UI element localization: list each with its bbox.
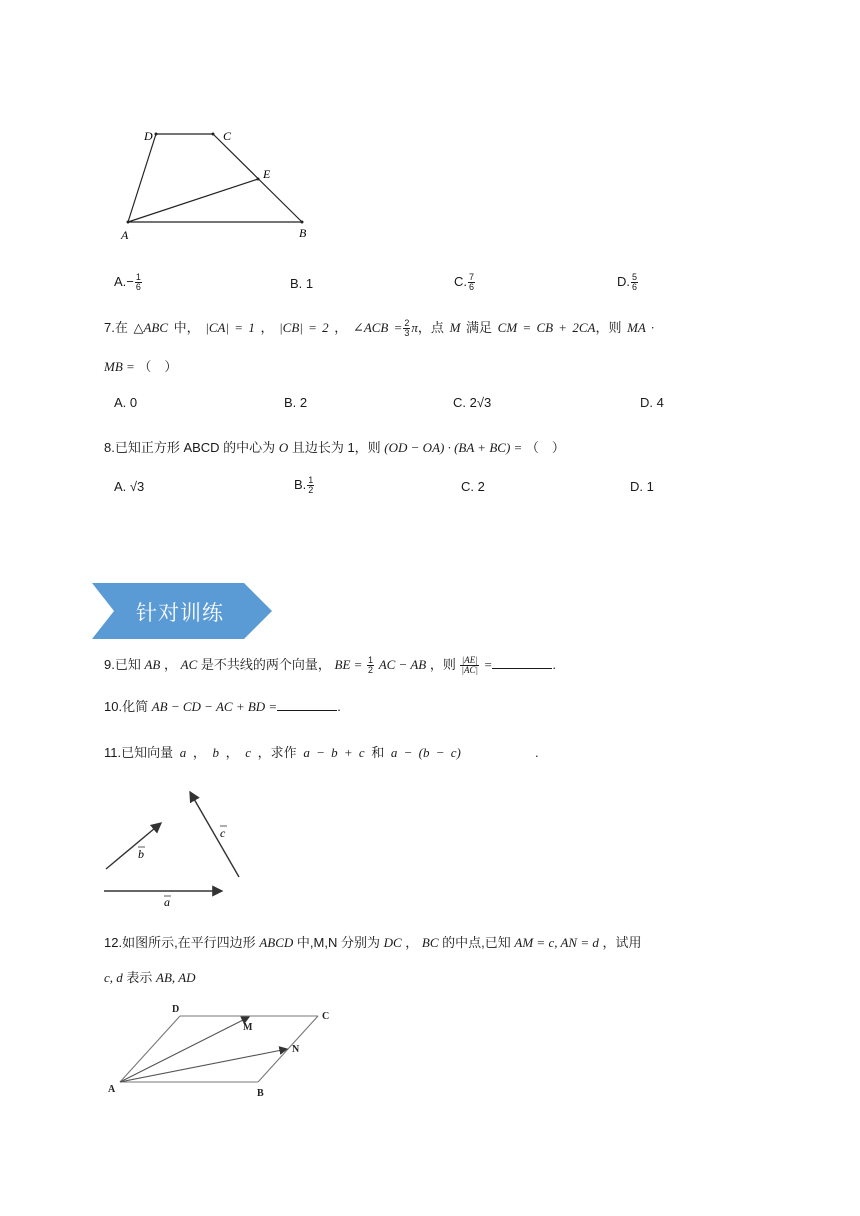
q10-line: 10.化简 AB − CD − AC + BD = . [104,699,341,714]
vector-b-label: b [138,847,144,861]
q6-option-a: A.− $\frac{1}{6}$ [114,272,141,293]
q6-option-c: C. $\frac{7}{6}$ [454,272,475,293]
label-b: B [299,226,307,240]
label-d: D [172,1004,180,1015]
label-c: C [322,1011,330,1022]
q6-option-b: B. 1 [290,276,314,291]
q8-option-d: D. 1 [630,479,654,494]
q12-line1: 12.如图所示,在平行四边形 ABCD 中,M,N 分别为 DC ， BC 的中点,已知 AM = c, AN = d ，试用 [104,935,642,950]
q7-option-a: A. 0 [114,395,138,410]
q7-line2: MB = （ ） [104,359,178,374]
q7-line1: 7.在 △ABC 中， |CA| = 1 ， |CB| = 2 ， ∠ACB = $\frac{2}{3}$ π，点 M 满足 CM = CB + 2CA，则 MA · [104,318,655,339]
vector-a-label: a [164,895,170,909]
vectors-figure [100,785,260,910]
q12-line2: c, d 表示 AB, AD [104,970,196,985]
trapezoid-figure [112,120,322,245]
label-m: M [243,1022,253,1033]
q7-option-b: B. 2 [284,395,308,410]
q8-option-b: B. $\frac{1}{2}$ [294,475,314,496]
q11-line: 11.已知向量 a ， b ， c ，求作 a − b + c 和 a − (b − c) [104,745,461,760]
q7-option-d: D. 4 [640,395,664,410]
q9-line: 9.已知 AB ， AC 是不共线的两个向量， BE = $\frac{1}{2}$ AC − AB ，则 $\frac{|AE|}{|AC|}$ = . [104,655,556,676]
label-c: C [223,129,232,143]
q7-option-c: C. 2√3 [453,395,492,410]
q11-period: . [535,745,539,760]
q8-option-a: A. √3 [114,479,145,494]
q8-line: 8.已知正方形 ABCD 的中心为 O 且边长为 1，则 (OD − OA) · (BA + BC) = （ ） [104,440,565,455]
label-a: A [121,228,129,242]
label-a: A [108,1084,116,1095]
answer-blank-10 [277,698,337,711]
label-n: N [292,1044,300,1055]
parallelogram-figure [100,1000,345,1105]
section-banner-title: 针对训练 [136,601,224,625]
q8-option-c: C. 2 [461,479,485,494]
vector-c-label: c [220,826,226,840]
label-e: E [263,167,271,181]
answer-blank-9 [492,656,552,669]
label-d: D [144,129,153,143]
q6-option-d: D. $\frac{5}{6}$ [617,272,638,293]
label-b: B [257,1088,264,1099]
